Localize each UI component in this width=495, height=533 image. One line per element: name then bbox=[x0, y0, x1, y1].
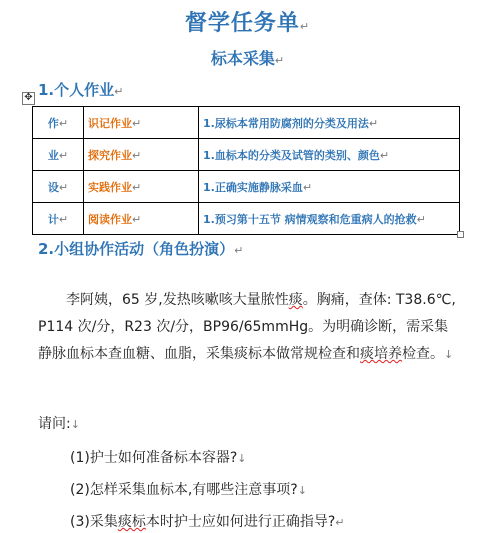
question-text: (1)护士如何准备标本容器? bbox=[70, 450, 238, 466]
paragraph-mark: ↵ bbox=[302, 180, 313, 194]
question-item bbox=[70, 447, 246, 467]
table-row bbox=[33, 107, 460, 139]
paragraph-mark: ↵ bbox=[58, 212, 69, 226]
side-label-cell[interactable] bbox=[33, 171, 84, 203]
table-row bbox=[33, 171, 460, 203]
assignment-desc-cell[interactable] bbox=[199, 139, 460, 171]
question-text: 本时护士应如何进行正确指导? bbox=[145, 514, 336, 530]
paragraph-mark: ↵ bbox=[114, 85, 124, 98]
case-text: 。胸痛，查体: T38.6℃, P114 次/分，R23 次/分，BP96/65mmHg。为明确诊断，需采集静脉血标本查血糖、血脂，采集痰标本做常规检查和 bbox=[38, 292, 456, 362]
document-subtitle-text: 标本采集 bbox=[210, 49, 275, 68]
assignment-type: 探究作业 bbox=[88, 148, 132, 162]
assignment-desc-cell[interactable] bbox=[199, 171, 460, 203]
assignment-type-cell[interactable] bbox=[84, 107, 199, 139]
table-row bbox=[33, 203, 460, 235]
question-intro-text: 请问: bbox=[38, 416, 71, 432]
assignment-desc-cell[interactable] bbox=[199, 107, 460, 139]
assignment-desc: 1.尿标本常用防腐剂的分类及用法 bbox=[203, 116, 369, 130]
assignment-table bbox=[32, 106, 460, 235]
assignment-type-cell[interactable] bbox=[84, 171, 199, 203]
table-move-handle-icon[interactable]: ✥ bbox=[22, 92, 35, 105]
document-title bbox=[0, 6, 495, 37]
spellcheck-underlined-text: 痰 bbox=[288, 292, 303, 308]
table-resize-handle[interactable] bbox=[457, 231, 464, 238]
assignment-type: 识记作业 bbox=[88, 116, 132, 130]
question-text: (3)采集 bbox=[70, 514, 118, 530]
assignment-desc: 1.血标本的分类及试管的类别、颜色 bbox=[203, 148, 380, 162]
line-break-mark: ↓ bbox=[70, 418, 80, 431]
paragraph-mark: ↵ bbox=[379, 148, 390, 162]
paragraph-mark: ↵ bbox=[368, 116, 379, 130]
line-break-mark: ↓ bbox=[237, 452, 247, 465]
assignment-desc-cell[interactable] bbox=[199, 203, 460, 235]
question-text: (2)怎样采集血标本,有哪些注意事项? bbox=[70, 482, 298, 498]
paragraph-mark: ↵ bbox=[58, 148, 69, 162]
section-heading-text: 1.个人作业 bbox=[38, 81, 115, 99]
question-intro bbox=[38, 413, 80, 433]
line-break-mark: ↓ bbox=[297, 484, 307, 497]
case-paragraph bbox=[38, 287, 460, 368]
document-title-text: 督学任务单 bbox=[184, 11, 300, 36]
side-label-cell[interactable] bbox=[33, 107, 84, 139]
assignment-type-cell[interactable] bbox=[84, 203, 199, 235]
side-char: 业 bbox=[47, 148, 59, 162]
paragraph-mark: ↵ bbox=[234, 244, 244, 257]
case-text: 检查。 bbox=[402, 346, 444, 362]
assignment-desc: 1.预习第十五节 病情观察和危重病人的抢救 bbox=[203, 212, 417, 226]
paragraph-mark: ↵ bbox=[132, 212, 142, 226]
section-heading-group bbox=[38, 238, 243, 259]
paragraph-mark: ↵ bbox=[58, 180, 69, 194]
section-heading-individual bbox=[38, 79, 123, 100]
spellcheck-underlined-text: 痰培养 bbox=[360, 346, 402, 362]
assignment-type: 实践作业 bbox=[88, 180, 132, 194]
paragraph-mark: ↵ bbox=[274, 54, 285, 67]
table-row bbox=[33, 139, 460, 171]
case-text: 李阿姨，65 岁,发热咳嗽咳大量脓性 bbox=[66, 292, 289, 308]
document-subtitle bbox=[0, 46, 495, 69]
section-heading-text: 2.小组协作活动（角色扮演） bbox=[38, 240, 235, 258]
side-label-cell[interactable] bbox=[33, 139, 84, 171]
paragraph-mark: ↵ bbox=[299, 20, 311, 33]
paragraph-mark: ↵ bbox=[132, 180, 142, 194]
side-char: 计 bbox=[47, 212, 59, 226]
side-char: 设 bbox=[47, 180, 59, 194]
assignment-type: 阅读作业 bbox=[88, 212, 132, 226]
paragraph-mark: ↵ bbox=[132, 116, 142, 130]
line-break-mark: ↓ bbox=[444, 348, 454, 361]
paragraph-mark: ↵ bbox=[58, 116, 69, 130]
paragraph-mark: ↵ bbox=[416, 212, 426, 226]
paragraph-mark: ↵ bbox=[335, 516, 345, 529]
assignment-type-cell[interactable] bbox=[84, 139, 199, 171]
side-label-cell[interactable] bbox=[33, 203, 84, 235]
spellcheck-underlined-text: 痰标 bbox=[117, 514, 146, 530]
question-item bbox=[70, 511, 345, 531]
assignment-desc: 1.正确实施静脉采血 bbox=[203, 180, 303, 194]
paragraph-mark: ↵ bbox=[132, 148, 142, 162]
question-item bbox=[70, 479, 307, 499]
side-char: 作 bbox=[47, 116, 59, 130]
